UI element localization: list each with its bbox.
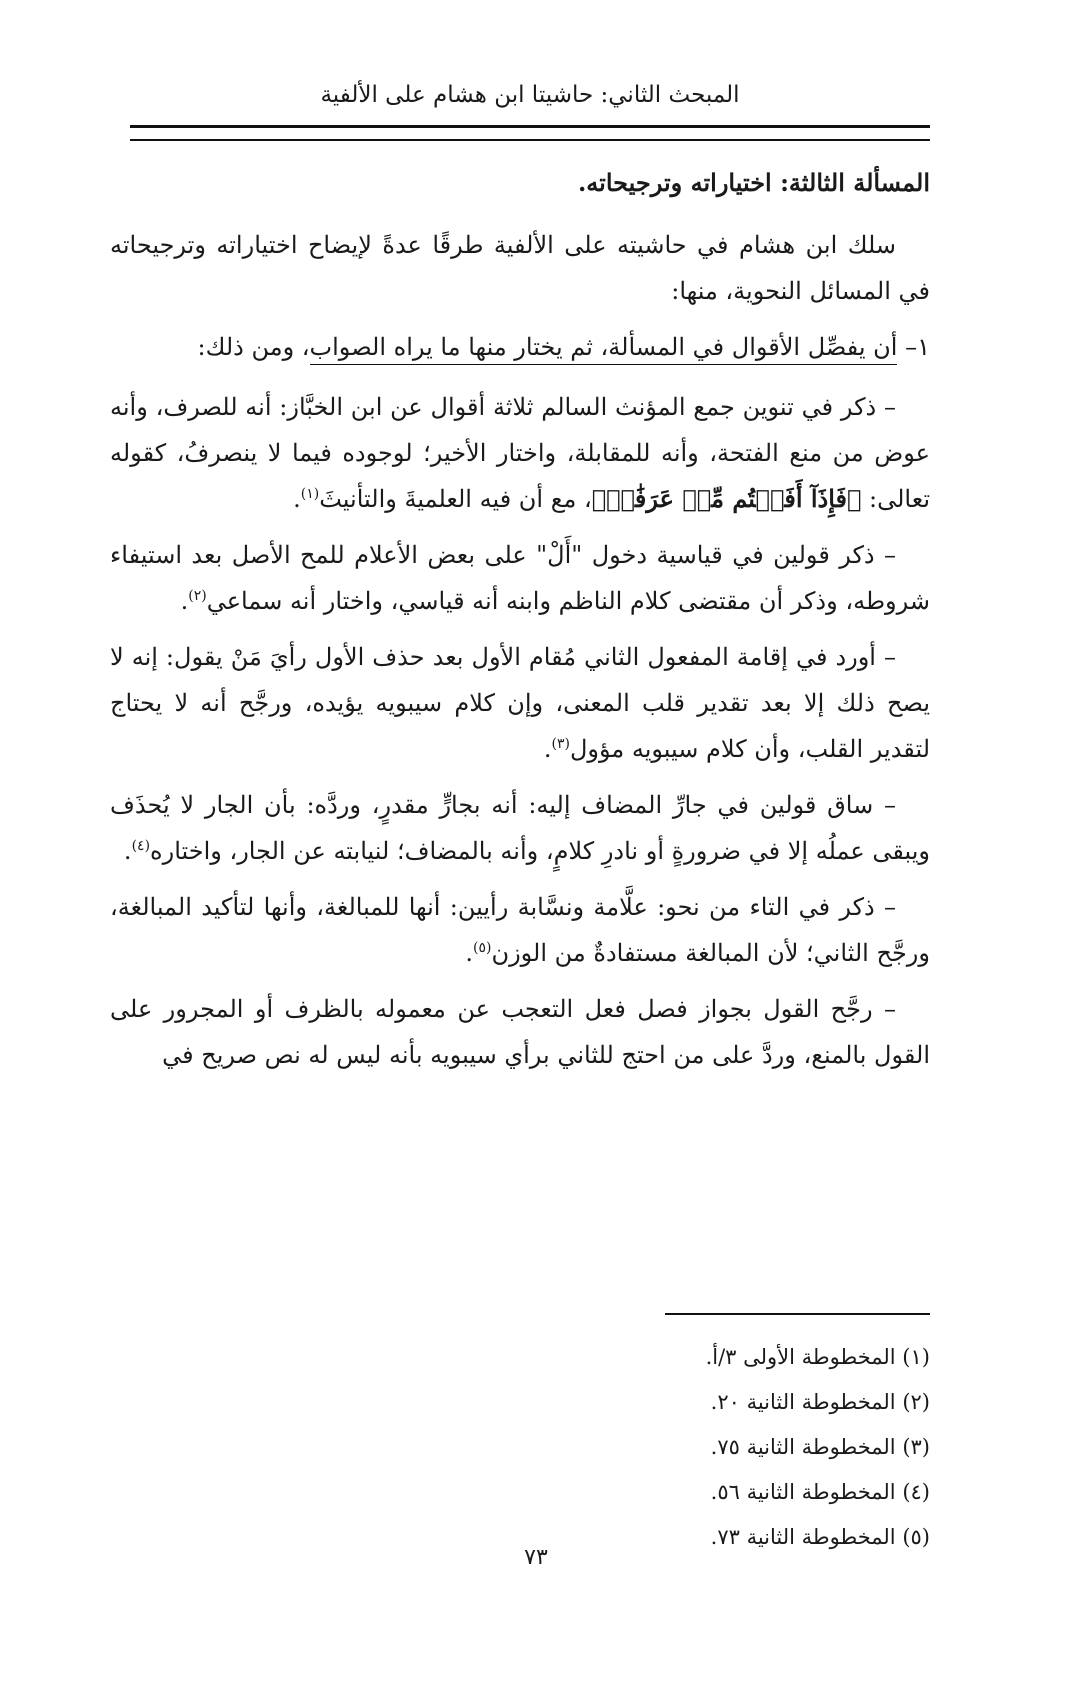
footnote-ref-2[interactable]: (٢)	[188, 588, 207, 604]
example-1-continuation: ، مع أن فيه العلميةَ والتأنيثَ	[319, 485, 592, 513]
page-number: ٧٣	[524, 1545, 548, 1570]
example-2-text: – ذكر قولين في قياسية دخول "أَلْ" على بعض الأعلام للمح الأصل بعد استيفاء شروطه، وذكر أن مقتضى كلام الناظم وابنه أنه قياسي، واختار أنه سماعي	[110, 541, 930, 615]
example-3-end: .	[543, 735, 552, 763]
running-head: المبحث الثاني: حاشيتا ابن هشام على الألفية	[320, 82, 740, 108]
example-5-text: – ذكر في التاء من نحو: علَّامة ونسَّابة رأيين: أنها للمبالغة، وأنها لتأكيد المبالغة، ورجَّح الثاني؛ لأن المبالغة مستفادةٌ من الوزن	[110, 893, 930, 967]
footnote-4: (٤) المخطوطة الثانية ٥٦.	[710, 1480, 930, 1504]
header-rule-thick	[130, 125, 930, 128]
example-5-end: .	[465, 939, 473, 967]
example-3-text: – أورد في إقامة المفعول الثاني مُقام الأول بعد حذف الأول رأيَ مَنْ يقول: إنه لا يصح ذلك إلا بعد تقدير قلب المعنى، وإن كلام سيبويه يؤيده، ورجَّح أنه لا يحتاج لتقدير القلب، وأن كلام سيبويه مؤول	[110, 643, 930, 763]
example-4-text: – ساق قولين في جارِّ المضاف إليه: أنه بجارٍّ مقدرٍ، وردَّه: بأن الجار لا يُحذَف ويبقى عملُه إلا في ضرورةٍ أو نادرِ كلامٍ، وأنه بالمضاف؛ لنيابته عن الجار، واختاره	[110, 791, 930, 865]
footnote-ref-1[interactable]: (١)	[300, 486, 320, 502]
intro-paragraph: سلك ابن هشام في حاشيته على الألفية طرقًا عدةً لإيضاح اختياراته وترجيحاته في المسائل النحوية، منها:	[110, 231, 930, 305]
method-1-paragraph	[110, 324, 930, 370]
example-2-end: .	[180, 587, 189, 615]
footnote-2: (٢) المخطوطة الثانية ٢٠.	[710, 1390, 930, 1414]
example-paragraph-5	[110, 884, 930, 976]
section-heading: المسألة الثالثة: اختياراته وترجيحاته.	[577, 168, 930, 197]
method-1-number: ١–	[897, 333, 930, 361]
example-4-end: .	[123, 837, 132, 865]
example-6-text: – رجَّح القول بجواز فصل فعل التعجب عن معموله بالظرف أو المجرور على القول بالمنع، وردَّ على من احتج للثاني برأي سيبويه بأنه ليس له نص صريح في	[110, 995, 930, 1069]
method-1-underlined-text: أن يفصِّل الأقوال في المسألة، ثم يختار منها ما يراه الصواب	[310, 333, 898, 365]
method-1-suffix: ، ومن ذلك:	[197, 333, 310, 361]
footnote-ref-3[interactable]: (٣)	[551, 736, 570, 752]
example-1-end: .	[293, 485, 301, 513]
example-paragraph-2	[110, 532, 930, 624]
quran-verse: ﴿فَإِذَآ أَفَضۡتُم مِّنۡ عَرَفَٰتٖ﴾	[591, 484, 862, 513]
footnote-separator	[665, 1313, 930, 1315]
header-rule-thin	[130, 139, 930, 141]
footnote-ref-5[interactable]: (٥)	[472, 940, 492, 956]
example-paragraph-4	[110, 782, 930, 874]
footnotes	[110, 1335, 930, 1560]
example-paragraph-6	[110, 986, 930, 1078]
example-paragraph-3	[110, 634, 930, 772]
main-text	[110, 160, 930, 1088]
footnote-5: (٥) المخطوطة الثانية ٧٣.	[710, 1525, 930, 1549]
example-1-text: – ذكر في تنوين جمع المؤنث السالم ثلاثة أقوال عن ابن الخبَّاز: أنه للصرف، وأنه عوض من منع الفتحة، وأنه للمقابلة، واختار الأخير؛ لوجوده فيما لا ينصرفُ، كقوله تعالى:	[110, 393, 930, 513]
footnote-1: (١) المخطوطة الأولى ٣/أ.	[705, 1345, 930, 1369]
footnote-ref-4[interactable]: (٤)	[131, 838, 151, 854]
example-paragraph-1	[110, 384, 930, 522]
footnote-3: (٣) المخطوطة الثانية ٧٥.	[710, 1435, 930, 1459]
